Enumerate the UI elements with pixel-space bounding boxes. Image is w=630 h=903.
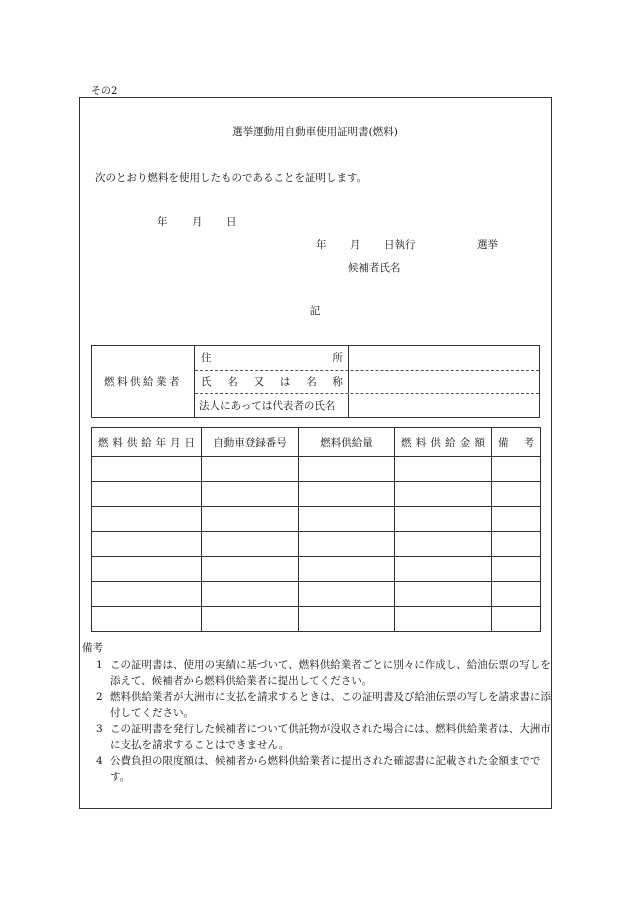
supplier-name-row <box>195 370 539 394</box>
supplier-name-field[interactable] <box>350 370 539 393</box>
cell-supply-amount[interactable] <box>299 582 395 607</box>
header-remarks: 備 考 <box>492 428 541 457</box>
supplier-table <box>91 345 540 418</box>
note-item: 2 燃料供給業者が大洲市に支払を請求するときは、この証明書及び給油伝票の写しを請求書に添付してください。 <box>96 691 551 719</box>
cell-supply-price[interactable] <box>395 557 492 582</box>
cell-registration-number[interactable] <box>202 507 299 532</box>
cell-supply-date[interactable] <box>92 507 202 532</box>
cell-supply-amount[interactable] <box>299 557 395 582</box>
cell-supply-price[interactable] <box>395 482 492 507</box>
cell-supply-amount[interactable] <box>299 532 395 557</box>
cell-supply-date[interactable] <box>92 457 202 482</box>
fuel-table-header-row <box>92 428 541 457</box>
cell-remarks[interactable] <box>492 557 541 582</box>
cell-registration-number[interactable] <box>202 607 299 632</box>
cell-supply-date[interactable] <box>92 582 202 607</box>
header-supply-amount: 燃料供給量 <box>299 428 395 457</box>
supplier-name-label: 氏 名 又 は 名 称 <box>195 370 349 393</box>
cell-remarks[interactable] <box>492 482 541 507</box>
cell-supply-date[interactable] <box>92 532 202 557</box>
intro-statement: 次のとおり燃料を使用したものであることを証明します。 <box>95 172 368 184</box>
supplier-header: 燃料供給業者 <box>92 346 195 417</box>
cell-supply-amount[interactable] <box>299 457 395 482</box>
cell-registration-number[interactable] <box>202 557 299 582</box>
cell-supply-price[interactable] <box>395 457 492 482</box>
cell-registration-number[interactable] <box>202 532 299 557</box>
cell-supply-date[interactable] <box>92 482 202 507</box>
cell-remarks[interactable] <box>492 532 541 557</box>
header-supply-date: 燃 料 供 給 年 月 日 <box>92 428 202 457</box>
candidate-name-label: 候補者氏名 <box>348 262 401 274</box>
supplier-representative-label: 法人にあっては代表者の氏名 <box>195 394 349 417</box>
table-row <box>92 482 541 507</box>
cell-supply-price[interactable] <box>395 582 492 607</box>
cell-supply-amount[interactable] <box>299 507 395 532</box>
cell-supply-date[interactable] <box>92 607 202 632</box>
form-number-label: その2 <box>91 86 118 97</box>
header-registration-number: 自動車登録番号 <box>202 428 299 457</box>
supplier-address-field[interactable] <box>350 346 539 370</box>
cell-remarks[interactable] <box>492 607 541 632</box>
table-row <box>92 607 541 632</box>
cell-remarks[interactable] <box>492 582 541 607</box>
table-row <box>92 582 541 607</box>
issue-date-year: 年 <box>157 216 168 228</box>
cell-remarks[interactable] <box>492 457 541 482</box>
notes-heading: 備考 <box>82 642 103 654</box>
election-name: 選挙 <box>477 239 498 251</box>
table-row <box>92 532 541 557</box>
fuel-supply-table <box>91 427 541 632</box>
table-row <box>92 557 541 582</box>
cell-supply-price[interactable] <box>395 507 492 532</box>
cell-registration-number[interactable] <box>202 582 299 607</box>
supplier-representative-field[interactable] <box>350 394 539 417</box>
cell-supply-price[interactable] <box>395 607 492 632</box>
election-year: 年 <box>316 239 327 251</box>
note-item: 4 公費負担の限度額は、候補者から燃料供給業者に提出された確認書に記載された金額までです。 <box>96 755 541 783</box>
issue-date-day: 日 <box>226 216 237 228</box>
election-month: 月 <box>350 239 361 251</box>
table-row <box>92 457 541 482</box>
cell-remarks[interactable] <box>492 507 541 532</box>
issue-date-month: 月 <box>192 216 203 228</box>
notes-section <box>82 640 552 785</box>
cell-supply-amount[interactable] <box>299 482 395 507</box>
cell-supply-price[interactable] <box>395 532 492 557</box>
note-item: 3 この証明書を発行した候補者について供託物が没収された場合には、燃料供給業者は、大洲市に支払を請求することはできません。 <box>96 723 551 751</box>
supplier-address-row <box>195 346 539 371</box>
document-title: 選挙運動用自動車使用証明書(燃料) <box>232 126 398 138</box>
cell-supply-date[interactable] <box>92 557 202 582</box>
supplier-address-label: 住 所 <box>195 346 349 370</box>
ki-heading: 記 <box>309 305 321 317</box>
election-held-date: 日執行 <box>384 239 416 251</box>
header-supply-price: 燃 料 供 給 金 額 <box>395 428 492 457</box>
cell-registration-number[interactable] <box>202 457 299 482</box>
note-item: 1 この証明書は、使用の実績に基づいて、燃料供給業者ごとに別々に作成し、給油伝票の写しを添えて、候補者から燃料供給業者に提出してください。 <box>96 659 551 687</box>
table-row <box>92 507 541 532</box>
cell-supply-amount[interactable] <box>299 607 395 632</box>
supplier-representative-row <box>195 394 539 417</box>
cell-registration-number[interactable] <box>202 482 299 507</box>
